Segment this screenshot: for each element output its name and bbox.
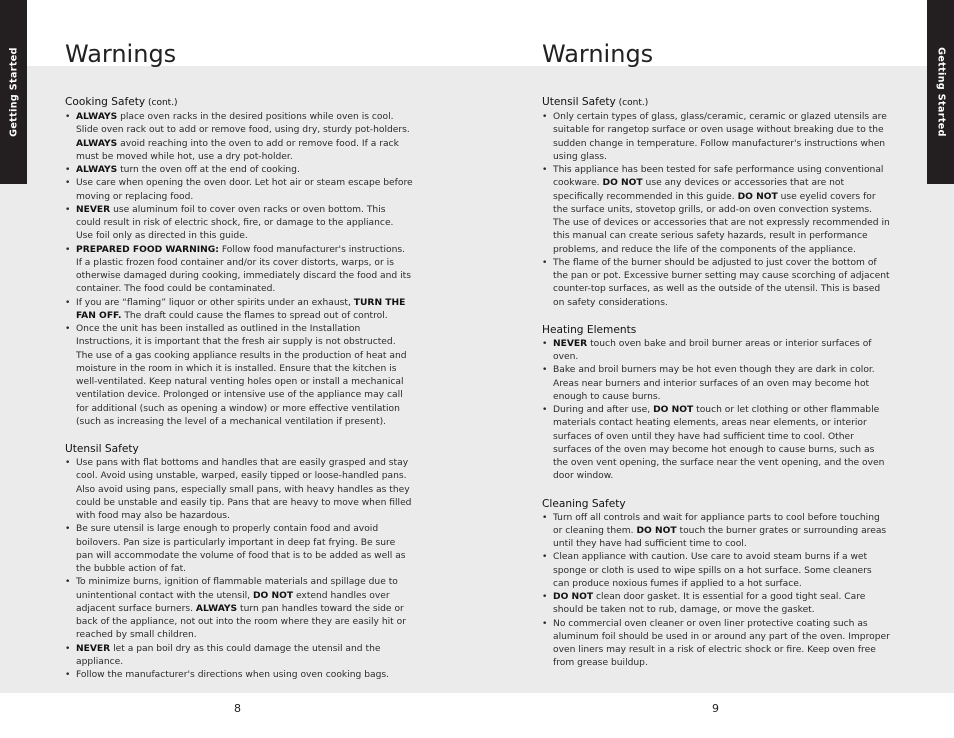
warning-item: • Be sure utensil is large enough to properly contain food and avoid boilovers. Pan size is particularly important in deep fat frying. Be sure pan will accommodate the volume of food that is to be added as well as the bubble action of fat. <box>65 523 413 576</box>
warning-item: • ALWAYS turn the oven off at the end of cooking. <box>65 164 413 177</box>
section-heading: Cleaning Safety <box>542 497 626 510</box>
warning-item: • PREPARED FOOD WARNING: Follow food manufacturer's instructions. If a plastic frozen food container and/or its cover distorts, warps, or is otherwise damaged during cooking, immediately discard the food and its container. The food could be contaminated. <box>65 244 413 297</box>
section-tab-label: Getting Started <box>8 47 19 137</box>
right-page-number: 9 <box>712 702 719 715</box>
section-heading: Heating Elements <box>542 323 637 336</box>
right-page-title: Warnings <box>542 40 654 68</box>
warning-item: • Use pans with flat bottoms and handles that are easily grasped and stay cool. Avoid using unstable, warped, easily tipped or loose-handled pans. Also avoid using pans, especially small pans, with heavy handles as they could be unstable and easily tip. Pans that are heavy to move when filled with food may also be hazardous. <box>65 457 413 523</box>
warning-item: • No commercial oven cleaner or oven liner protective coating such as aluminum foil should be used in or around any part of the oven. Improper oven liners may result in a risk of electric shock or fire. Keep oven free from grease buildup. <box>542 618 890 671</box>
left-page-title: Warnings <box>65 40 177 68</box>
warning-list <box>542 512 890 671</box>
warning-item: • This appliance has been tested for safe performance using conventional cookware. DO NOT use any devices or accessories that are not specifically recommended in this guide. DO NOT use eyelid covers for the surface units, stovetop grills, or add-on oven convection systems. The use of devices or accessories that are not expressly recommended in this manual can create serious safety hazards, result in performance problems, and reduce the life of the components of the appliance. <box>542 164 890 257</box>
warning-list <box>542 111 890 310</box>
warning-item: • During and after use, DO NOT touch or let clothing or other flammable materials contact heating elements, areas near elements, or interior surfaces of oven until they have had sufficient time to cool. Other surfaces of the oven may become hot enough to cause burns, such as the oven vent opening, the surface near the vent opening, and the oven door window. <box>542 404 890 484</box>
warning-section <box>542 497 890 671</box>
section-heading: Cooking Safety (cont.) <box>65 96 178 108</box>
warning-item: • DO NOT clean door gasket. It is essential for a good tight seal. Care should be taken not to rub, damage, or move the gasket. <box>542 591 890 618</box>
warning-item: • ALWAYS place oven racks in the desired positions while oven is cool. Slide oven rack out to add or remove food, using dry, sturdy pot-holders. ALWAYS avoid reaching into the oven to add or remove food. If a rack must be moved while hot, use a dry pot-holder. <box>65 111 413 164</box>
warning-section <box>65 95 413 429</box>
section-tab-left <box>0 0 27 184</box>
warning-item: • Use care when opening the oven door. Let hot air or steam escape before moving or replacing food. <box>65 177 413 204</box>
warning-item: • The flame of the burner should be adjusted to just cover the bottom of the pan or pot. Excessive burner setting may cause scorching of adjacent counter-top surfaces, as well as the outside of the utensil. This is based on safety considerations. <box>542 257 890 310</box>
section-tab-label: Getting Started <box>935 47 946 137</box>
left-page-number: 8 <box>234 702 241 715</box>
warning-section <box>542 323 890 484</box>
warning-item: • Turn off all controls and wait for appliance parts to cool before touching or cleaning them. DO NOT touch the burner grates or surrounding areas until they have had sufficient time to cool. <box>542 512 890 552</box>
warning-list <box>65 111 413 429</box>
warning-list <box>65 457 413 682</box>
warning-item: • NEVER touch oven bake and broil burner areas or interior surfaces of oven. <box>542 338 890 365</box>
warning-item: • Only certain types of glass, glass/ceramic, ceramic or glazed utensils are suitable for rangetop surface or oven usage without breaking due to the sudden change in temperature. Follow manufacturer's instructions when using glass. <box>542 111 890 164</box>
right-page-content <box>542 95 890 684</box>
warning-item: • Clean appliance with caution. Use care to avoid steam burns if a wet sponge or cloth is used to wipe spills on a hot surface. Some cleaners can produce noxious fumes if applied to a hot surface. <box>542 551 890 591</box>
warning-item: • Bake and broil burners may be hot even though they are dark in color. Areas near burners and interior surfaces of an oven may become hot enough to cause burns. <box>542 364 890 404</box>
section-tab-right <box>927 0 954 184</box>
warning-item: • To minimize burns, ignition of flammable materials and spillage due to unintentional contact with the utensil, DO NOT extend handles over adjacent surface burners. ALWAYS turn pan handles toward the side or back of the appliance, not out into the room where they are easily hit or reached by small children. <box>65 576 413 642</box>
warning-section <box>65 442 413 682</box>
section-heading: Utensil Safety <box>65 443 139 455</box>
warning-list <box>542 338 890 484</box>
warning-item: • Once the unit has been installed as outlined in the Installation Instructions, it is important that the fresh air supply is not obstructed. The use of a gas cooking appliance results in the production of heat and moisture in the room in which it is installed. Ensure that the kitchen is well-ventilated. Keep natural venting holes open or install a mechanical ventilation device. Prolonged or intensive use of the appliance may call for additional (such as opening a window) or more effective ventilation (such as increasing the level of a mechanical ventilation if present). <box>65 323 413 429</box>
left-page-content <box>65 95 413 695</box>
warning-item: • NEVER let a pan boil dry as this could damage the utensil and the appliance. <box>65 643 413 670</box>
section-heading: Utensil Safety (cont.) <box>542 96 649 108</box>
warning-item: • NEVER use aluminum foil to cover oven racks or oven bottom. This could result in risk of electric shock, fire, or damage to the appliance. Use foil only as directed in this guide. <box>65 204 413 244</box>
warning-item: • Follow the manufacturer's directions when using oven cooking bags. <box>65 669 413 682</box>
warning-section <box>542 95 890 310</box>
warning-item: • If you are “flaming” liquor or other spirits under an exhaust, TURN THE FAN OFF. The draft could cause the flames to spread out of control. <box>65 297 413 324</box>
